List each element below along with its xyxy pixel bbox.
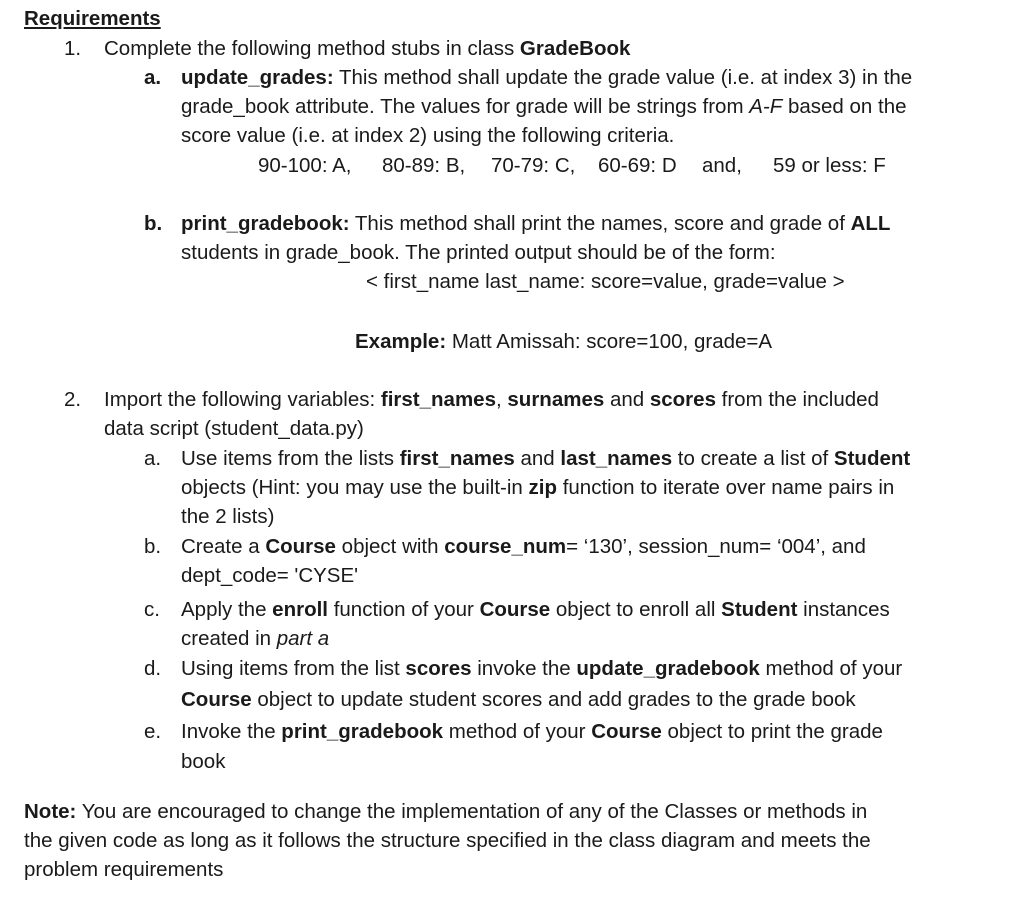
req1a-method: update_grades: xyxy=(181,66,334,89)
note-text1: You are encouraged to change the implementation of any of the Classes or methods in xyxy=(76,800,868,823)
req2b-line1 xyxy=(181,535,866,559)
var-first-names: first_names xyxy=(380,388,496,411)
req2d-l2-post: object to update student scores and add grades to the grade book xyxy=(251,688,856,711)
note-label: Note: xyxy=(24,800,77,823)
req2c-part-a: part a xyxy=(276,627,330,650)
req2c-t4: instances xyxy=(797,598,890,621)
req2b-course: Course xyxy=(265,535,336,558)
criteria-a: 90-100: A, xyxy=(258,154,352,177)
req2-sep1: , xyxy=(495,388,508,411)
req2a-t3: to create a list of xyxy=(672,447,834,470)
req2c-line1 xyxy=(181,598,890,622)
req2c-enroll: enroll xyxy=(272,598,328,621)
req1b-text1: This method shall print the names, score and grade of xyxy=(349,212,851,235)
req1a-grade-range: A-F xyxy=(749,95,783,118)
req2-line1 xyxy=(104,388,879,412)
req1a-label: a. xyxy=(144,66,162,89)
req1b-format: < first_name last_name: score=value, grade=value > xyxy=(366,270,845,293)
req2c-t3: object to enroll all xyxy=(550,598,722,621)
criteria-and: and, xyxy=(702,154,742,177)
req2d-course: Course xyxy=(181,688,252,711)
var-scores: scores xyxy=(649,388,716,411)
req2a-label: a. xyxy=(144,447,162,470)
req1b-label: b. xyxy=(144,212,163,235)
req2b-course-num: course_num xyxy=(444,535,567,558)
req2d-label: d. xyxy=(144,657,162,680)
req2e-line2: book xyxy=(181,750,226,773)
req1a-text2: grade_book attribute. The values for grade will be strings from xyxy=(181,95,750,118)
req1-number: 1. xyxy=(64,37,82,60)
req2c-l2-pre: created in xyxy=(181,627,277,650)
req2a-t1: Use items from the lists xyxy=(181,447,400,470)
note-line3: problem requirements xyxy=(24,858,224,881)
req2b-t2: object with xyxy=(335,535,445,558)
req1b-line1 xyxy=(181,212,890,236)
criteria-c: 70-79: C, xyxy=(491,154,576,177)
req2b-line2: dept_code= 'CYSE' xyxy=(181,564,359,587)
req1a-line3: score value (i.e. at index 2) using the following criteria. xyxy=(181,124,675,147)
req2a-line3: the 2 lists) xyxy=(181,505,275,528)
req2c-t1: Apply the xyxy=(181,598,273,621)
req1a-line2 xyxy=(181,95,907,119)
req1-class-name: GradeBook xyxy=(519,37,631,60)
req2b-t3: = ‘130’, session_num= ‘004’, and xyxy=(566,535,866,558)
req2e-print-gradebook: print_gradebook xyxy=(281,720,444,743)
req2d-t1: Using items from the list xyxy=(181,657,406,680)
req2c-student: Student xyxy=(721,598,798,621)
criteria-f: 59 or less: F xyxy=(773,154,886,177)
req2-line2: data script (student_data.py) xyxy=(104,417,364,440)
req1b-line2: students in grade_book. The printed output should be of the form: xyxy=(181,241,776,264)
req2d-t3: method of your xyxy=(759,657,903,680)
req1-line xyxy=(104,37,630,61)
req2-number: 2. xyxy=(64,388,82,411)
req2c-label: c. xyxy=(144,598,160,621)
page-title: Requirements xyxy=(24,7,161,30)
req2a-last-names: last_names xyxy=(560,447,673,470)
req1b-example xyxy=(355,330,772,354)
req1a-line1 xyxy=(181,66,912,90)
req1a-text2-end: based on the xyxy=(782,95,907,118)
req2e-line1 xyxy=(181,720,883,744)
req2b-label: b. xyxy=(144,535,162,558)
req2e-course: Course xyxy=(591,720,662,743)
req2d-t2: invoke the xyxy=(471,657,577,680)
req2e-t3: object to print the grade xyxy=(661,720,883,743)
criteria-d: 60-69: D xyxy=(598,154,677,177)
req2e-t1: Invoke the xyxy=(181,720,282,743)
req2a-l2-pre: objects (Hint: you may use the built-in xyxy=(181,476,529,499)
req2d-update-gradebook: update_gradebook xyxy=(576,657,760,680)
req2a-zip: zip xyxy=(528,476,557,499)
req2c-course: Course xyxy=(479,598,551,621)
req2d-line1 xyxy=(181,657,902,681)
req2a-l2-post: function to iterate over name pairs in xyxy=(557,476,895,499)
req2a-student: Student xyxy=(833,447,911,470)
example-label: Example: xyxy=(355,330,447,353)
var-surnames: surnames xyxy=(507,388,605,411)
req1a-text1: This method shall update the grade value (i.e. at index 3) in the xyxy=(333,66,913,89)
req2e-label: e. xyxy=(144,720,162,743)
req2c-t2: function of your xyxy=(328,598,480,621)
criteria-b: 80-89: B, xyxy=(382,154,466,177)
req2-text1-end: from the included xyxy=(715,388,879,411)
req2a-t2: and xyxy=(514,447,561,470)
req2a-line2 xyxy=(181,476,894,500)
req2d-scores: scores xyxy=(405,657,472,680)
req2a-first-names: first_names xyxy=(399,447,515,470)
req2c-line2 xyxy=(181,627,329,651)
req1b-method: print_gradebook: xyxy=(181,212,350,235)
req2a-line1 xyxy=(181,447,910,471)
req2b-t1: Create a xyxy=(181,535,266,558)
req1b-all: ALL xyxy=(850,212,891,235)
note-line2: the given code as long as it follows the structure specified in the class diagram and meets the xyxy=(24,829,871,852)
req2d-line2 xyxy=(181,688,856,712)
req1-text: Complete the following method stubs in class xyxy=(104,37,520,60)
req2e-t2: method of your xyxy=(443,720,592,743)
note-line1 xyxy=(24,800,867,824)
example-text: Matt Amissah: score=100, grade=A xyxy=(446,330,773,353)
req2-sep2: and xyxy=(604,388,650,411)
req2-text1: Import the following variables: xyxy=(104,388,381,411)
